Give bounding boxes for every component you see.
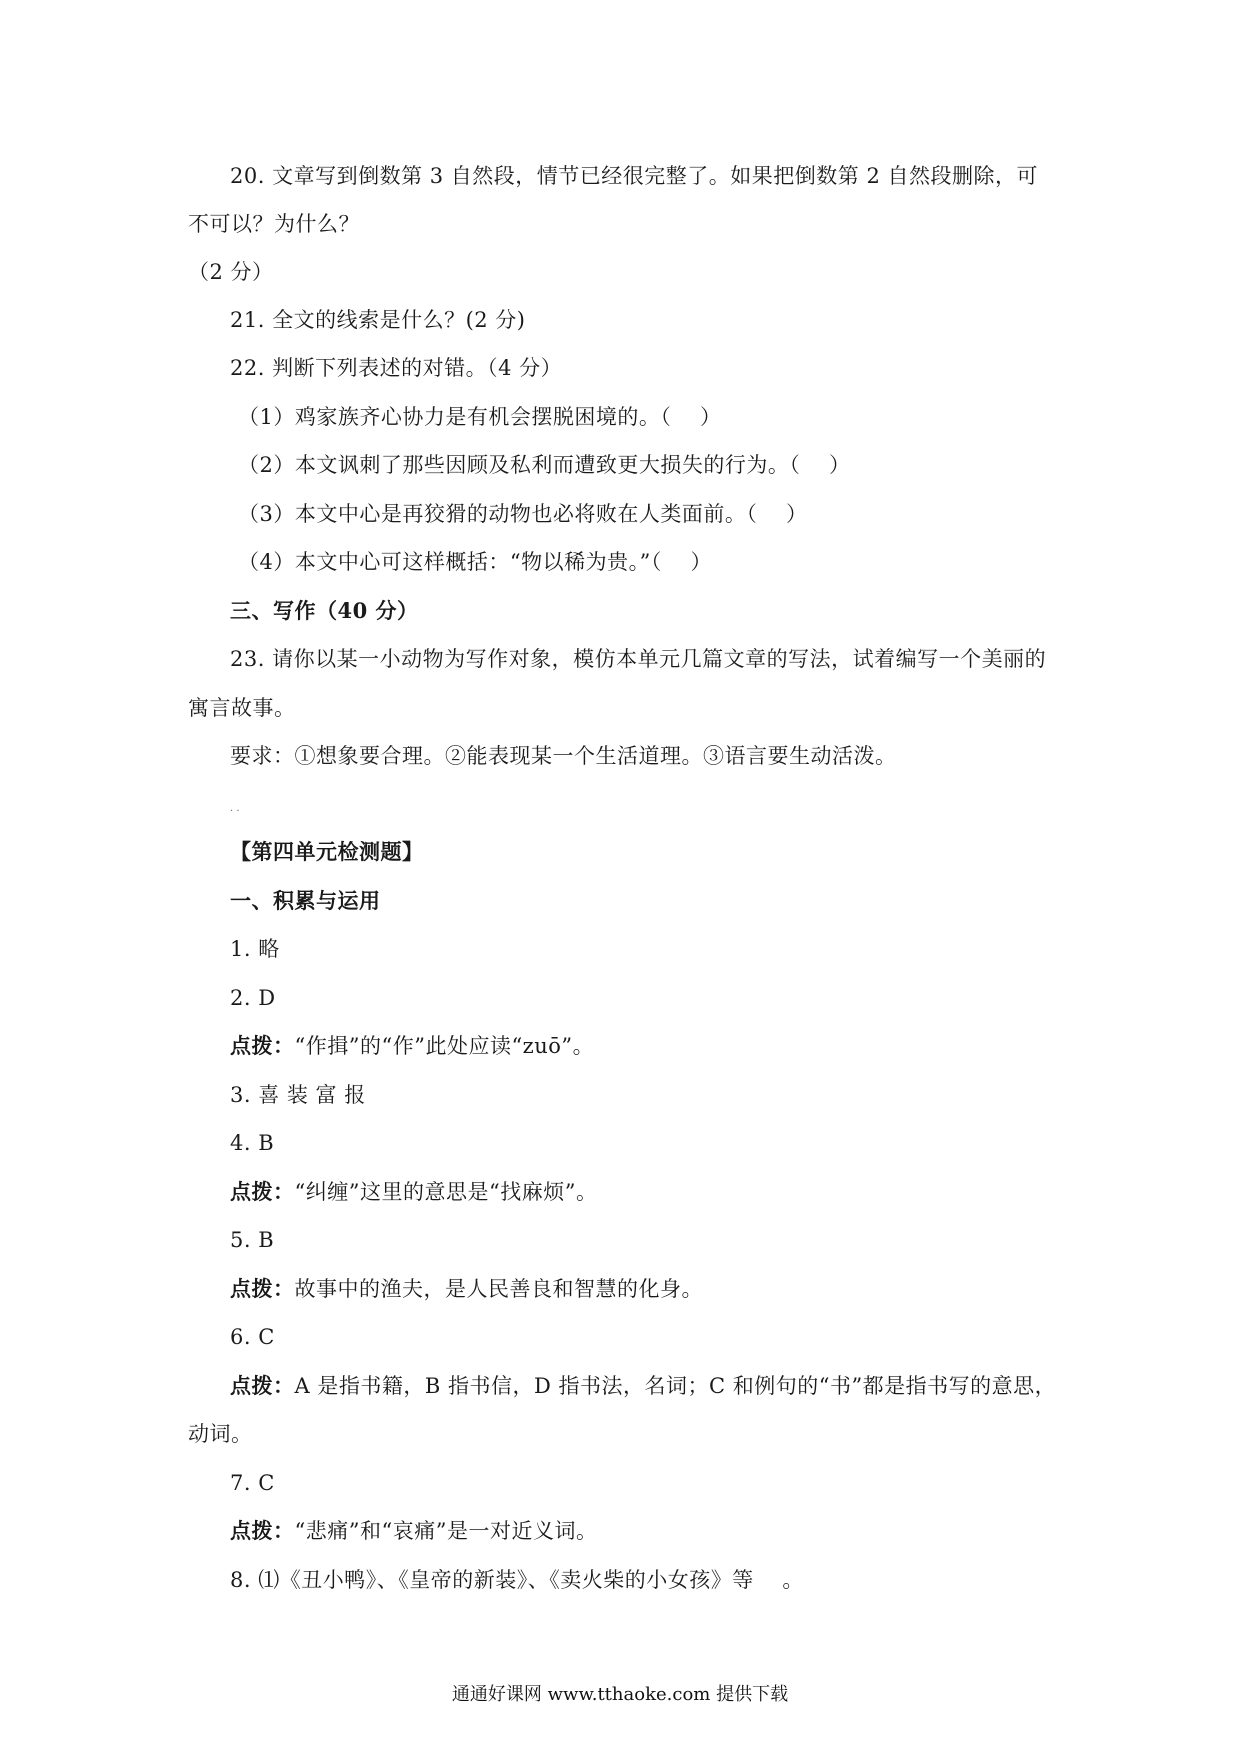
answer-4: 4. B bbox=[230, 1131, 275, 1155]
question-20-line-1: 20. 文章写到倒数第 3 自然段，情节已经很完整了。如果把倒数第 2 自然段删除，可 bbox=[230, 164, 1038, 188]
answer-8: 8. ⑴《丑小鸭》、《皇帝的新装》、《卖火柴的小女孩》等 。 bbox=[230, 1568, 804, 1592]
hint-text: “作揖”的“作”此处应读“zuō”。 bbox=[294, 1034, 595, 1058]
page-footer: 通通好课网 www.tthaoke.com 提供下载 bbox=[451, 1684, 789, 1705]
question-23-line-2: 寓言故事。 bbox=[188, 696, 296, 720]
hint-2 bbox=[230, 1032, 594, 1060]
question-22-item-3: （3）本文中心是再狡猾的动物也必将败在人类面前。（ ） bbox=[238, 502, 808, 526]
hint-5 bbox=[230, 1275, 703, 1303]
answer-6: 6. C bbox=[230, 1325, 275, 1349]
part-1-heading: 一、积累与运用 bbox=[230, 888, 381, 913]
hint-label: 点拨： bbox=[230, 1033, 295, 1058]
question-22-item-4: （4）本文中心可这样概括：“物以稀为贵。”（ ） bbox=[238, 550, 713, 574]
section-3-heading: 三、写作（40 分） bbox=[230, 598, 419, 623]
question-23-line-1: 23. 请你以某一小动物为写作对象，模仿本单元几篇文章的写法，试着编写一个美丽的 bbox=[230, 647, 1047, 671]
unit-4-title: 【第四单元检测题】 bbox=[230, 839, 424, 864]
hint-text: “悲痛”和“哀痛”是一对近义词。 bbox=[294, 1519, 598, 1543]
question-22-item-2: （2）本文讽刺了那些因顾及私利而遭致更大损失的行为。（ ） bbox=[238, 453, 851, 477]
hint-text: A 是指书籍，B 指书信，D 指书法，名词；C 和例句的“书”都是指书写的意思， bbox=[294, 1374, 1057, 1398]
answer-3: 3. 喜 装 富 报 bbox=[230, 1083, 366, 1107]
question-23-requirements: 要求：①想象要合理。②能表现某一个生活道理。③语言要生动活泼。 bbox=[230, 744, 897, 768]
hint-text: 故事中的渔夫，是人民善良和智慧的化身。 bbox=[294, 1277, 703, 1301]
question-21: 21. 全文的线索是什么？(2 分) bbox=[230, 308, 526, 332]
hint-4 bbox=[230, 1178, 597, 1206]
answer-2: 2. D bbox=[230, 986, 276, 1010]
question-20-score: （2 分） bbox=[188, 260, 274, 284]
question-22-item-1: （1）鸡家族齐心协力是有机会摆脱困境的。（ ） bbox=[238, 405, 722, 429]
hint-6-line-2: 动词。 bbox=[188, 1422, 253, 1446]
stray-marks: · · bbox=[230, 806, 240, 817]
question-22: 22. 判断下列表述的对错。（4 分） bbox=[230, 356, 563, 380]
hint-6 bbox=[230, 1372, 1056, 1400]
hint-label: 点拨： bbox=[230, 1179, 295, 1204]
answer-1: 1. 略 bbox=[230, 937, 280, 961]
hint-label: 点拨： bbox=[230, 1518, 295, 1543]
hint-label: 点拨： bbox=[230, 1373, 295, 1398]
hint-text: “纠缠”这里的意思是“找麻烦”。 bbox=[294, 1180, 598, 1204]
hint-label: 点拨： bbox=[230, 1276, 295, 1301]
answer-5: 5. B bbox=[230, 1228, 275, 1252]
answer-7: 7. C bbox=[230, 1471, 275, 1495]
hint-7 bbox=[230, 1517, 597, 1545]
question-20-line-2: 不可以？为什么？ bbox=[188, 212, 360, 236]
